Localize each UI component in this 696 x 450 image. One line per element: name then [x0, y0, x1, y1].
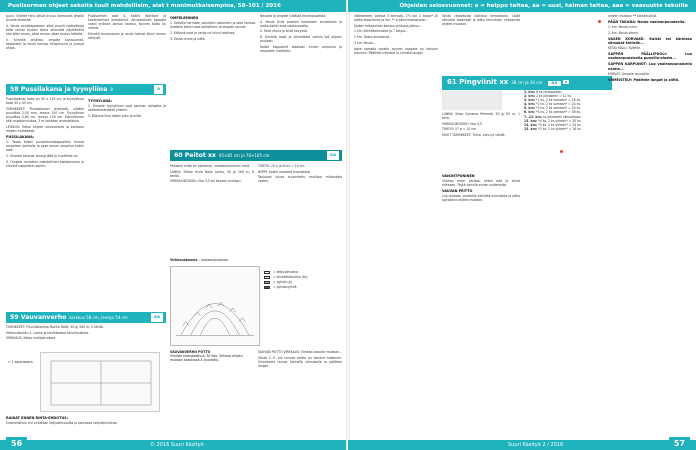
page-number-left: 56: [6, 437, 27, 450]
chart-stitch-marks: [183, 302, 245, 325]
page-number-right: 57: [669, 437, 690, 450]
section-60-col-2: TIHEYS: 20 p ja 8 krs = 10 cm. NEPPI: Kaikki maateat huoneessa. Taulukon kuvat suunniteltu mallissa mittauksia varten.: [258, 164, 342, 184]
row-instruction: 4. krs: *2 ks, 2 ks samaan* = 24 ks.: [524, 102, 581, 107]
section-58-col-1: Pussilakanan koko on 95 x 125 cm ja tyynyliinan koko 35 x 45 cm. TARVIKKEET: Pussilakanan jerseystä, sileälle puuvillaa 2,50 mm, leveys 150 cm. Tyynyliinan puuvillaa 0,60 cm. leveys 150 cm. Monivärinen sitä muodonnuskaa, 3 m kankaan arvosteltava. LEIKKUU: Katso ohjeen saumovarat ja kankaan ohjeen mukaisesti. PUSSILAKANA: 1. Tasaa toisen pussilakanakappaleen reunat ompeleen kohdalle ja pese ennen ompelua kaikki osat. 2. Ompele saumat vinosyrjällä ja huolittele ne. 3. Ompele reunoihin mahdollinen kaitalenauha ja kiinnitä nappilista napein.: [6, 97, 84, 168]
section-61-title: 61 Pingviinit xx 38 cm ja 34 cm aa: [442, 76, 612, 90]
section-59-intro: TARVIKKEET: Puuvillalankaa Novita Nalle, 50 g/ 260 m, 2 kerää. Virkkuukoukku 2. Lanka ja tarvittaessa kiinnityslanka. VIRKKAUS: Katso mallipiirrokset.: [6, 325, 104, 341]
intro-paragraph: 5. Kiinnitä ohuttaa, ompele sivusaumat, kestotahti ja neulo kanssa hihojensuut ja pussut ohjaa.: [6, 37, 84, 50]
chart-arc-outer: [181, 304, 249, 336]
row-instruction: 5. krs: *3 ks, 2 ks samaan* = 30 ks.: [524, 106, 581, 111]
chart-caption: VAUVANVERHO POTTO Virkkaa aloitusketjuun 30 ktjs. Virkkaa ohjeen mukaan kaaviossa A (kuvattu).: [170, 350, 243, 362]
scissors-label: ✂ 1 saumavara: [8, 360, 33, 364]
red-dot-icon: [598, 20, 601, 23]
chart-arc-inner: [200, 318, 229, 335]
row-instruction: 7.–12. krs: ks jokaiseen silmukkaan.: [524, 114, 582, 119]
crochet-chart: [170, 266, 260, 346]
magazine-issue: Suuri Käsityö 2 / 2016: [508, 442, 564, 448]
chart-arc-mid: [191, 311, 240, 335]
left-header: Puolisormen ohjeet sekoita tuuli mahdollisim, aiat t monimutkaisempina, 58–101 / 2016: [0, 0, 348, 12]
section-61-materials: LANKA: Seise Dynamo Pehmeä, 50 g/ 65 m, 1 kerä. VIRKKUUKOUKKU: Nro 4,5. TIHEYS: 17 p = 10 cm. MUUT TARVIKKEET: Tiimo, vanu ja silmät.: [442, 112, 520, 138]
section-59-tail: RAIDAT ENNEN RINTA-EHDOTUS: Ensimmäinen rivi virkataan ketjusilmukoilla ja seuraava ketjusilmukkaa.: [6, 416, 118, 426]
camera-icon: [563, 80, 569, 84]
row-instruction: 13. krs: *4 ks, 2 ks yhteen* = 30 ks.: [524, 118, 582, 123]
left-col-1-top: [6, 14, 84, 82]
rows-list: [524, 90, 604, 430]
section-60-title: 60 Peitot xx 95×85 cm ja 70×105 cm aa: [170, 150, 342, 161]
crochet-chart-svg: [171, 267, 259, 345]
right-col-4: ohjeen mukaan ** kiinteä pilvä. PÄÄN TAKANA: Neulo vaaleanpunaisella. 1. krs: Neulo nurin. 2. krs: Neulo oikein. VASEN KORVAKE: Kaikki tai kärkiosa silmukat kielisiin... KESKI MALLI: Kyljelle. SAPPEN PÄÄLLIPUOLI: Luo vaaleanpunaisella puuvilla-alusta... SAPPEN KARPUNOT: Luo vaaleanpunaisella nauha... KORVAT: Ompele reunoihin. VIIMEISTELY: Päättele langat ja silitä.: [608, 14, 692, 82]
left-col-4-top: Neulota ja ompele sileästä ennenpuolesta. 4. Neulo tiivis parmen kantuteen ennakkoon ja aloita kaikki osat sisäsaumoilla. 5. Taita reuna ja silitä kevyesti. 6. Kiinnitä napit ja viimeistele valmis työ ohjeen mukaan. Kaikki kappaleet tasataan ennen ompelua ja ompeleet huoliteltu.: [260, 14, 342, 54]
right-page: [348, 0, 696, 450]
right-footer: [348, 440, 696, 450]
chart-title: Virkkauskaavio – vaaleanpunainen: [170, 258, 229, 262]
pattern-drawing: [40, 352, 160, 412]
left-col-2-top: Puolisormen osat 4, kaikki lisäykset ja kaventamiset lankalenkit. Alkuperäinen kappale vaatii erillisen lankan kanssa, kunnes taitto on valmis. Kiinnitä reunanauha ja neulo helmat kiinni ennen silitystä.: [88, 14, 166, 41]
intro-paragraph: 4. Neulo perläkappaleen alkoi puuvit luotiaikkoja toita raivoa tuseen silma säinnistä näyttävänä hän tään reuna, jotka ennen alkaa mutun taiteita.: [6, 23, 84, 36]
section-58-title: 58 Pussilakana ja tyynyliina 8 a: [6, 84, 166, 95]
chart-legend: [264, 270, 344, 290]
legend-item: = ketjusilmukka: [264, 270, 344, 275]
legend-item: = pylväs (p): [264, 280, 344, 285]
section-60-col-1: Peitossa mitta on pienempi, vaaleanpunainen malli. LANKA: Seitse Hyvä Nalle Lanka, 50 g/ 260 m, 8 kerää. VIRKKUUKOUKKU: Nro 3,5 tai kavaan mukaan.: [170, 164, 254, 184]
section-58-col-2: TYYNYLIINA: 1. Ompele tyynyliinan osat sauman kohdalta ja sileärakenteisesti yhteen. 2. Käännä liina oikein päin ja silitä.: [88, 99, 166, 118]
right-col-2-top: Toista raidoitusta kaikissa kerroksissa. Lisää silmukat tasaisesti ja jatka reunuksen virkkausta ohjeen mukaan.: [442, 14, 520, 27]
right-header: Ohjeiden selosvuonnet: a = helppo taitaa, aa = uusi, helman taitaa, aaa = vaasuutte tekuille: [348, 0, 696, 12]
section-59-title: 59 Vauvanverho korkeus 58 cm, leveys 54 cm aa: [6, 312, 166, 323]
legend-item: = pylväsryhmä: [264, 285, 344, 290]
right-col-1: viikkeeseen, pelissa 3 kerrosta, 2°s kai, 2 tsepo*-10 aloita ohjanlanka ja kai, ** p pilviviinamarjaan... Kaiken leikkaukset kanssa virkkaus jatkuu... 1 krs: Kiinteäsilmukka ja 7 ketjua... 2 krs: Toista seuraavat... 3 krs: Neulo... Jatka samalla tavalla kunnes kappale on halutun pituinen. Päättele silmukat ja kiinnitä langat.: [354, 14, 438, 55]
row-instruction: 14. krs: *3 ks, 2 ks yhteen* = 24 ks.: [524, 122, 582, 127]
red-dot-icon: [560, 150, 563, 153]
row-instruction: 6. krs: *4 ks, 2 ks samaan* = 36 ks.: [524, 110, 581, 115]
left-bottom-col: VAUVAN PEITTO VIRKKAUS: Virkkaa kaavion mukaan... Toista 2.–5. krs kunnes peitto on halutun kokoinen. Viimeistele reunat kiinteillä silmukoilla ja päättele langat.: [258, 350, 342, 368]
left-footer: [0, 440, 348, 450]
copyright: © 2016 Suuri Käsityö: [150, 442, 204, 448]
row-instruction: 15. krs: *2 ks, 2 ks yhteen* = 18 ks.: [524, 126, 582, 131]
penguin-photo: [442, 90, 502, 110]
section-61-col-2: VAIKINTPUNINEN Virkkaa ensin vartalo, sitten pää ja siivet erikseen. Täytä vanulla ennen sulkemista. VAUVAN PEITTO Luo renkaan ympärille kiinteitä silmukoita ja jatka spiraalina ohjeen mukaan.: [442, 174, 520, 203]
row-instruction: 1. krs: 6 ks renkaaseen.: [524, 90, 563, 94]
legend-item: = kiinteäsilmukka (ks): [264, 275, 344, 280]
intro-paragraph: puun. Ohjeite renu alkuä ja puu karmaalla ilmalla Ulvalla ohakella.: [6, 14, 84, 23]
left-col-3-top: OMPELEMINEN 1. Sekoita harmaan polvisten valkoinen ja laita kanssa. Asettele kaikki osat paikoilleen ja ompele reunat. 2. Käännä osat ja neulo ne kiinni toisiinsa. 3. Tasaa reuna ja silitä.: [170, 16, 256, 41]
row-instruction: 2. krs: 2 ks jokaiseen = 12 ks.: [524, 94, 572, 99]
row-instruction: 3. krs: *1 ks, 2 ks samaan* = 18 ks.: [524, 98, 581, 103]
